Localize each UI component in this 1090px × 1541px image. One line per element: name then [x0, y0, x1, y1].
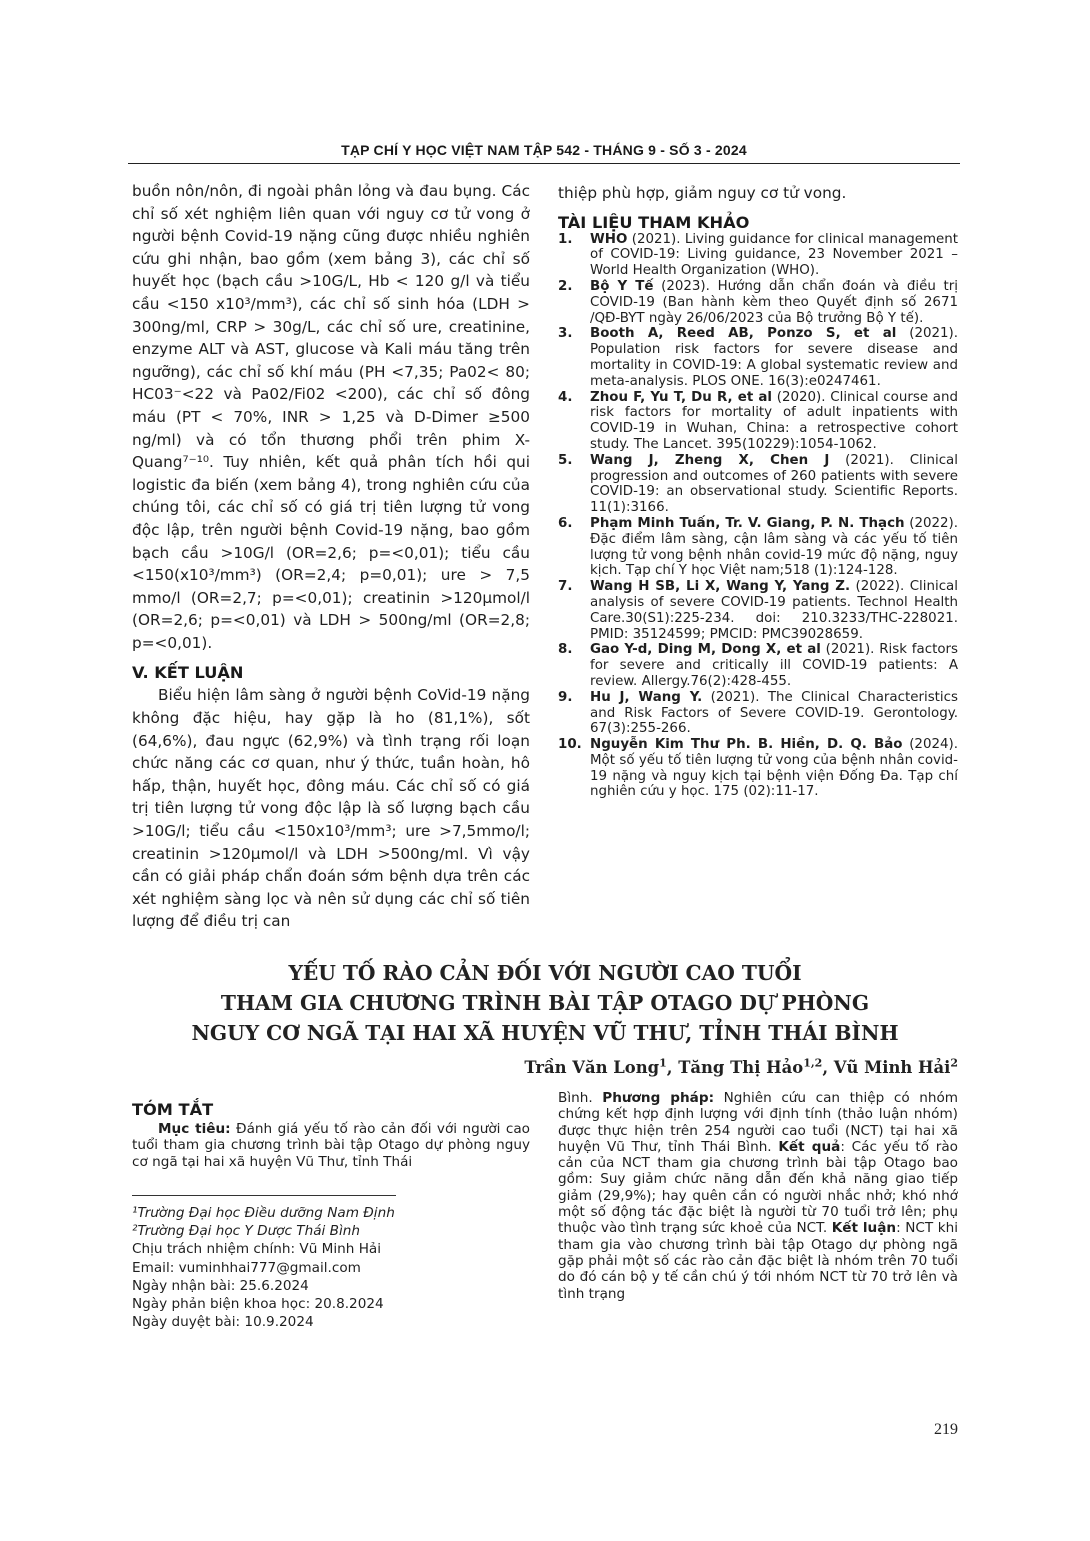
author-affiliation: 1	[659, 1056, 667, 1070]
discussion-paragraph: buồn nôn/nôn, đi ngoài phân lỏng và đau bụng. Các chỉ số xét nghiệm liên quan với nguy cơ tử vong ở người bệnh Covid-19 nặng cũng được nhiều nghiên cứu ghi nhận, bao gồm (xem bảng 3), các chỉ số huyết học (bạch cầu >10G/L, Hb < 120 g/l và tiểu cầu <150 x10³/mm³), các chỉ số sinh hóa (LDH > 300ng/ml, CRP > 30g/L, các chỉ số ure, creatinine, enzyme ALT và AST, glucose và Kali máu tăng trên ngưỡng), các chỉ số khí máu (PH <7,35; Pa02< 80; HC03⁻<22 và Pa02/Fi02 <200), các chỉ số đông máu (PT < 70%, INR > 1,25 và D-Dimer ≥500 ng/ml) và có tổn thương phổi trên phim X-Quang⁷⁻¹⁰. Tuy nhiên, kết quả phân tích hồi qui logistic đa biến (xem bảng 4), trong nghiên cứu của chúng tôi, các chỉ số có giá trị tiên lượng tử vong độc lập, trên người bệnh Covid-19 nặng, bao gồm bạch cầu >10G/l (OR=2,6; p=<0,01); tiểu cầu <150(x10³/mm³) (OR=2,4; p=0,01); ure > 7,5 mmo/l (OR=2,7; p=<0,01); creatinin >120µmol/l (OR=2,6; p=<0,01) và LDH > 500ng/ml (OR=2,8; p=<0,01).	[132, 182, 530, 652]
article-title-line: YẾU TỐ RÀO CẢN ĐỐI VỚI NGƯỜI CAO TUỔI	[288, 961, 802, 985]
abstract-heading: TÓM TẮT	[132, 1100, 214, 1119]
article-title-line: NGUY CƠ NGÃ TẠI HAI XÃ HUYỆN VŨ THƯ, TỈNH THÁI BÌNH	[191, 1021, 899, 1045]
author-separator: ,	[666, 1058, 679, 1077]
prev-article-right-column	[558, 182, 958, 800]
reference-details: (2023). Hướng dẫn chẩn đoán và điều trị COVID-19 (Ban hành kèm theo Quyết định số 2671 /QĐ-BYT ngày 26/06/2023 của Bộ trưởng Bộ Y tế).	[590, 278, 958, 326]
conclusion-label: Kết luận	[831, 1220, 897, 1237]
reference-item	[558, 516, 958, 579]
reference-authors: Phạm Minh Tuấn, Tr. V. Giang, P. N. Thạch	[590, 515, 905, 531]
reference-authors: Wang J, Zheng X, Chen J	[590, 452, 830, 468]
reference-number: 9.	[558, 689, 573, 705]
objective-text: Đánh giá yếu tố rào cản đối với người cao tuổi tham gia chương trình bài tập Otago dự phòng nguy cơ ngã tại hai xã huyện Vũ Thư, tỉnh Thái	[132, 1121, 530, 1170]
article-title	[132, 958, 958, 1048]
abstract-continuation	[558, 1090, 958, 1302]
reference-item	[558, 579, 958, 642]
author-separator: ,	[822, 1058, 834, 1077]
reference-item	[558, 737, 958, 800]
reference-authors: Gao Y-d, Ding M, Dong X, et al	[590, 642, 821, 658]
reference-text	[590, 453, 958, 516]
reference-details: (2024). Một số yếu tố tiên lượng tử vong của bệnh nhân covid-19 nặng và nguy kịch tại bệnh viện Đống Đa. Tạp chí nghiên cứu y học. 175 (02):11-17.	[590, 737, 958, 800]
reference-details: (2021). Population risk factors for severe disease and mortality in COVID-19: A global systematic review and meta-analysis. PLOS ONE. 16(3):e0247461.	[590, 326, 959, 389]
reference-number: 7.	[558, 579, 573, 595]
author-name: Trần Văn Long	[524, 1058, 660, 1077]
reference-number: 5.	[558, 452, 573, 468]
reference-item	[558, 453, 958, 516]
author-affiliation: 1,2	[803, 1056, 823, 1070]
reference-text	[590, 390, 958, 453]
reference-authors: Hu J, Wang Y.	[590, 689, 703, 705]
date-accepted: Ngày duyệt bài: 10.9.2024	[132, 1314, 314, 1331]
page-number: 219	[934, 1421, 958, 1438]
reference-text	[590, 232, 958, 279]
reference-item	[558, 232, 958, 279]
references-list	[558, 232, 958, 801]
reference-item	[558, 390, 958, 453]
date-received: Ngày nhận bài: 25.6.2024	[132, 1277, 309, 1294]
date-reviewed: Ngày phản biện khoa học: 20.8.2024	[132, 1296, 384, 1313]
footnote-divider	[132, 1195, 396, 1196]
abstract-objective	[132, 1121, 530, 1170]
method-label: Phương pháp:	[602, 1090, 715, 1106]
reference-text	[590, 690, 958, 737]
reference-details: (2020). Clinical course and risk factors for mortality of adult inpatients with COVID-19 in Wuhan, China: a retrospective cohort study. The Lancet. 395(10229):1054-1062.	[590, 389, 958, 452]
reference-details: (2021). Clinical progression and outcomes of 260 patients with severe COVID-19: an observational study. Scientific Reports. 11(1):3166.	[590, 452, 958, 516]
reference-details: (2022). Đặc điểm lâm sàng, cận lâm sàng và các yếu tố tiên lượng tử vong bệnh nhân covid-19 mức độ nặng, nguy kịch. Tạp chí Y học Việt nam;518 (1):124-128.	[590, 515, 959, 579]
reference-text	[590, 516, 958, 579]
reference-details: (2022). Clinical analysis of severe COVID-19 patients. Technol Health Care.30(S1):225-234. doi: 210.3233/THC-228021. PMID: 35124599; PMCID: PMC39028659.	[590, 579, 958, 642]
affiliation-2: ²Trường Đại học Y Dược Thái Bình	[132, 1223, 360, 1240]
abstract-left-column	[132, 1100, 530, 1170]
reference-number: 2.	[558, 278, 573, 294]
prev-article-left-column	[132, 180, 530, 933]
reference-authors: WHO	[590, 231, 628, 247]
abstract-cont-start: Bình.	[558, 1090, 603, 1106]
conclusion-continuation: thiệp phù hợp, giảm nguy cơ tử vong.	[558, 184, 847, 202]
journal-header: TẠP CHÍ Y HỌC VIỆT NAM TẬP 542 - THÁNG 9 - SỐ 3 - 2024	[341, 142, 747, 158]
conclusion-heading: V. KẾT LUẬN	[132, 663, 244, 683]
objective-label: Mục tiêu:	[158, 1121, 231, 1137]
reference-details: (2021). Risk factors for severe and critically ill COVID-19 patients: A review. Allergy.76(2):428-455.	[590, 642, 958, 689]
author-name: Vũ Minh Hải	[833, 1058, 951, 1077]
reference-details: (2021). The Clinical Characteristics and Risk Factors of Severe COVID-19. Gerontology. 67(3):255-266.	[590, 689, 958, 737]
reference-number: 8.	[558, 642, 573, 658]
reference-text	[590, 326, 958, 389]
footnotes	[132, 1204, 530, 1331]
reference-number: 6.	[558, 515, 573, 531]
reference-item	[558, 642, 958, 689]
reference-authors: Bộ Y Tế	[590, 278, 654, 294]
reference-number: 10.	[558, 737, 582, 753]
author-affiliation: 2	[950, 1056, 958, 1070]
reference-number: 1.	[558, 231, 573, 247]
reference-text	[590, 737, 958, 800]
reference-item	[558, 279, 958, 326]
reference-text	[590, 642, 958, 689]
reference-authors: Nguyễn Kim Thư Ph. B. Hiền, D. Q. Bảo	[590, 737, 903, 753]
header-divider	[128, 163, 960, 164]
reference-number: 4.	[558, 389, 573, 405]
author-name: Tăng Thị Hảo	[678, 1058, 804, 1077]
abstract-right-column	[558, 1090, 958, 1302]
results-text: : Các yếu tố rào cản của NCT tham gia chương trình bài tập Otago bao gồm: Suy giảm chức năng dẫn đến khả năng giao tiếp giảm (29,9%); hay quên cần có người nhắc nhở; khó nhớ một số động tác đặc biệt là người từ 70 tuổi trở lên; phụ thuộc vào tình trạng sức khoẻ của NCT.	[558, 1138, 958, 1237]
conclusion-text: : NCT khi tham gia vào chương trình bài tập Otago dự phòng ngã gặp phải một số các rào cản đặc biệt là nhóm trên 70 tuổi do đó cán bộ y tế cần chú ý tới nhóm NCT từ 70 trở lên và tình trạng	[558, 1220, 958, 1302]
reference-item	[558, 326, 958, 389]
method-text: Nghiên cứu can thiệp có nhóm chứng kết hợp định lượng với định tính (thảo luận nhóm) được thực hiện trên 254 người cao tuổi (NCT) tại hai xã huyện Vũ Thư, tỉnh Thái Bình.	[558, 1090, 959, 1155]
references-heading: TÀI LIỆU THAM KHẢO	[558, 212, 750, 232]
reference-authors: Zhou F, Yu T, Du R, et al	[590, 389, 773, 405]
reference-text	[590, 279, 958, 326]
reference-authors: Booth A, Reed AB, Ponzo S, et al	[590, 326, 897, 342]
conclusion-paragraph: Biểu hiện lâm sàng ở người bệnh CoVid-19 nặng không đặc hiệu, hay gặp là ho (81,1%), sốt (64,6%), đau ngực (62,9%) và tình trạng rối loạn chức năng các cơ quan, như ý thức, tuần hoàn, hô hấp, thận, huyết học, đông máu. Các chỉ số có giá trị tiên lượng tử vong độc lập là số lượng bạch cầu >10G/l; tiểu cầu <150x10³/mm³; ure >7,5mmo/l; creatinin >120µmol/l và LDH >500ng/ml. Vì vậy cần có giải pháp chẩn đoán sớm bệnh dựa trên các xét nghiệm sàng lọc và nên sử dụng các chỉ số tiên lượng để điều trị can	[132, 686, 530, 931]
results-label: Kết quả	[778, 1138, 841, 1155]
reference-authors: Wang H SB, Li X, Wang Y, Yang Z.	[590, 579, 851, 595]
author-list	[524, 1058, 958, 1077]
reference-number: 3.	[558, 326, 573, 342]
reference-details: (2021). Living guidance for clinical management of COVID-19: Living guidance, 23 November 2021 – World Health Organization (WHO).	[590, 231, 958, 279]
affiliation-1: ¹Trường Đại học Điều dưỡng Nam Định	[132, 1205, 395, 1221]
corresponding-author: Chịu trách nhiệm chính: Vũ Minh Hải	[132, 1241, 382, 1258]
reference-text	[590, 579, 958, 642]
email: Email: vuminhhai777@gmail.com	[132, 1259, 361, 1276]
reference-item	[558, 690, 958, 737]
article-title-line: THAM GIA CHƯƠNG TRÌNH BÀI TẬP OTAGO DỰ PHÒNG	[220, 991, 870, 1015]
